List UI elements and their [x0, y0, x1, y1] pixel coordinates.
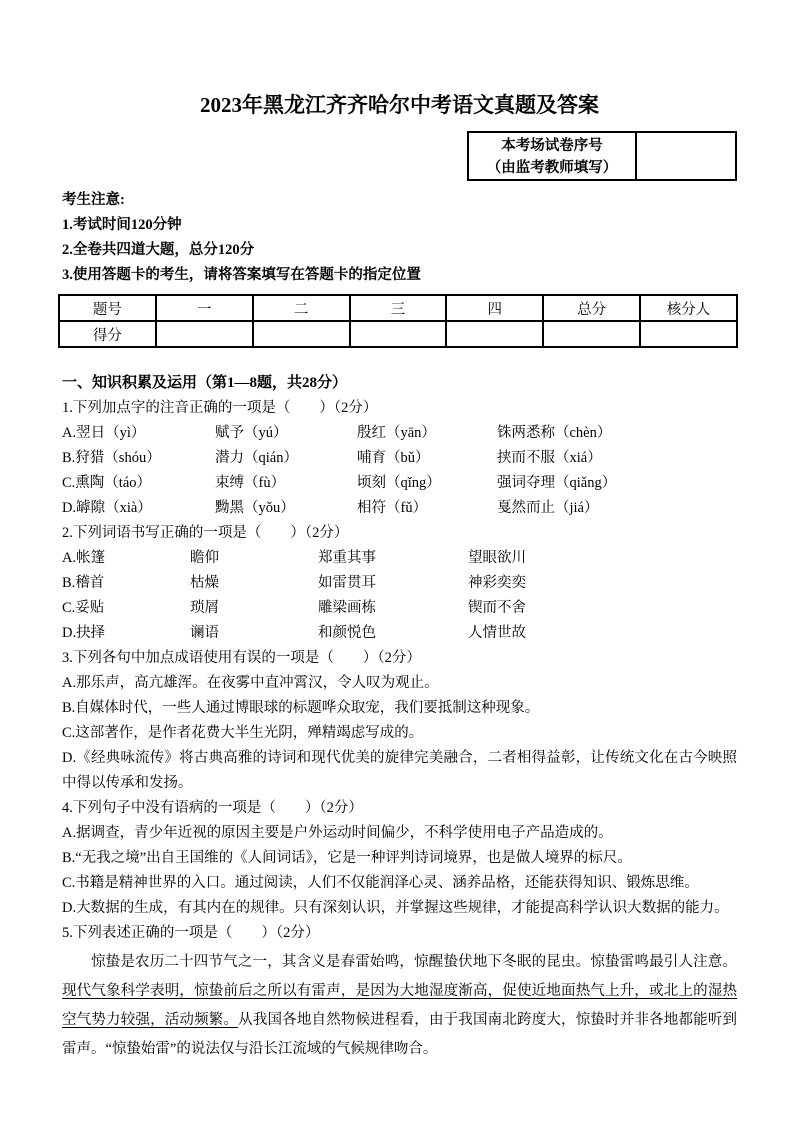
q5-stem: 5.下列表述正确的一项是（ ）（2分） — [62, 925, 320, 941]
q1-option-row-b — [62, 446, 737, 471]
q2-stem: 2.下列词语书写正确的一项是（ ）（2分） — [62, 525, 349, 541]
seal-box-label-line1: 本考场试卷序号 — [501, 138, 603, 154]
q1-option-row-a — [62, 421, 737, 446]
q2-option-cell: 谰语 — [190, 625, 219, 641]
q3-option-c: C.这部著作，是作者花费大半生光阴，殚精竭虑写成的。 — [62, 725, 424, 741]
q1-option-cell: C.熏陶（táo） — [62, 475, 152, 491]
score-cell — [543, 321, 640, 347]
score-table-header-row — [59, 295, 737, 321]
score-cell — [640, 321, 737, 347]
q2-option-cell: 如雷贯耳 — [318, 575, 376, 591]
q2-option-cell: 望眼欲川 — [468, 550, 526, 566]
q1-option-cell: 挟而不服（xiá） — [497, 450, 602, 466]
q2-option-cell: C.妥贴 — [62, 600, 105, 616]
score-table-header-cell: 总分 — [543, 295, 640, 321]
passage-segment-plain: 惊蛰是农历二十四节气之一，其含义是春雷始鸣，惊醒蛰伏地下冬眠的昆虫。惊蛰雷鸣最引人注意。 — [91, 954, 737, 970]
passage-segment-underlined: 现代气象科学表明，惊蛰前后之所以有雷声，是因为大地湿度渐高，促使近地面热气上升，或北上的湿热空气势力较强，活动频繁。 — [62, 983, 737, 1028]
q2-option-cell: B.稽首 — [62, 575, 105, 591]
q1-option-cell: 相符（fǔ） — [357, 500, 428, 516]
q1-option-row-c — [62, 471, 737, 496]
candidate-notice — [62, 188, 737, 288]
q5-passage — [62, 948, 737, 1064]
score-table-header-cell: 一 — [156, 295, 253, 321]
q2-option-cell: 和颜悦色 — [318, 625, 376, 641]
q3-option-a: A.那乐声，高亢雄浑。在夜雾中直冲霄汉，令人叹为观止。 — [62, 675, 439, 691]
seal-box-value-cell — [635, 133, 735, 179]
q1-stem: 1.下列加点字的注音正确的一项是（ ）（2分） — [62, 400, 378, 416]
q1-option-cell: 顷刻（qǐng） — [357, 475, 441, 491]
seal-box-label-line2: （由监考教师填写） — [486, 160, 618, 176]
q1-option-cell: A.翌日（yì） — [62, 425, 146, 441]
q2-option-cell: 雕梁画栋 — [318, 600, 376, 616]
score-table-header-cell: 核分人 — [640, 295, 737, 321]
q2-option-row-c — [62, 596, 737, 621]
q2-option-cell: 锲而不舍 — [468, 600, 526, 616]
q2-option-cell: D.抉择 — [62, 625, 106, 641]
q1-option-cell: 铢两悉称（chèn） — [497, 425, 612, 441]
score-cell — [446, 321, 543, 347]
q2-option-row-a — [62, 546, 737, 571]
seal-box — [467, 131, 737, 181]
q2-option-cell: 人情世故 — [468, 625, 526, 641]
q1-option-cell: 黝黑（yǒu） — [215, 500, 295, 516]
q4-option-c: C.书籍是精神世界的入口。通过阅读，人们不仅能润泽心灵、涵养品格，还能获得知识、锻炼思维。 — [62, 875, 699, 891]
seal-box-label — [469, 133, 635, 179]
score-table — [58, 294, 738, 348]
q4-option-b: B.“无我之境”出自王国维的《人间词话》，它是一种评判诗词境界，也是做人境界的标尺。 — [62, 850, 632, 866]
notice-item-3: 3.使用答题卡的考生，请将答案填写在答题卡的指定位置 — [62, 267, 421, 283]
q2-option-row-d — [62, 621, 737, 646]
score-table-header-cell: 三 — [350, 295, 447, 321]
q4-stem: 4.下列句子中没有语病的一项是（ ）（2分） — [62, 800, 363, 816]
notice-heading: 考生注意: — [62, 192, 125, 208]
score-cell — [350, 321, 447, 347]
score-table-score-row — [59, 321, 737, 347]
q3-stem: 3.下列各句中加点成语使用有误的一项是（ ）（2分） — [62, 650, 421, 666]
q1-option-cell: D.罅隙（xià） — [62, 500, 152, 516]
section-one-heading: 一、知识积累及运用（第1—8题，共28分） — [62, 375, 348, 391]
score-cell — [253, 321, 350, 347]
score-table-header-cell: 二 — [253, 295, 350, 321]
passage-segment-plain: 从我国各地自然物候进程看，由于我国南北跨度大，惊蛰时并非各地都能听到雷声。“惊蛰始雷”的说法仅与沿长江流域的气候规律吻合。 — [62, 1012, 738, 1057]
q3-option-d: D.《经典咏流传》将古典高雅的诗词和现代优美的旋律完美融合，二者相得益彰，让传统文化在古今映照中得以传承和发扬。 — [62, 750, 737, 791]
q2-option-row-b — [62, 571, 737, 596]
score-cell — [156, 321, 253, 347]
q1-option-cell: 束缚（fù） — [215, 475, 286, 491]
notice-item-2: 2.全卷共四道大题，总分120分 — [62, 242, 255, 258]
q1-option-cell: 潜力（qián） — [215, 450, 298, 466]
q1-option-cell: 殷红（yān） — [357, 425, 436, 441]
q2-option-cell: 瞻仰 — [190, 550, 219, 566]
q4-option-d: D.大数据的生成，有其内在的规律。只有深刻认识，并掌握这些规律，才能提高科学认识大数据的能力。 — [62, 900, 729, 916]
q2-option-cell: 神彩奕奕 — [468, 575, 526, 591]
q1-option-cell: 哺育（bǔ） — [357, 450, 430, 466]
q4-option-a: A.据调查，青少年近视的原因主要是户外运动时间偏少，不科学使用电子产品造成的。 — [62, 825, 613, 841]
page-title: 2023年黑龙江齐齐哈尔中考语文真题及答案 — [200, 93, 599, 117]
q3-option-b: B.自媒体时代，一些人通过博眼球的标题哗众取宠，我们要抵制这种现象。 — [62, 700, 540, 716]
score-table-header-cell: 题号 — [59, 295, 156, 321]
q2-option-cell: A.帐篷 — [62, 550, 106, 566]
q1-option-row-d — [62, 496, 737, 521]
score-table-header-cell: 四 — [446, 295, 543, 321]
q1-option-cell: 戛然而止（jiá） — [497, 500, 599, 516]
q2-option-cell: 枯燥 — [190, 575, 219, 591]
q2-option-cell: 琐屑 — [190, 600, 219, 616]
notice-item-1: 1.考试时间120分钟 — [62, 217, 182, 233]
q2-option-cell: 郑重其事 — [318, 550, 376, 566]
q1-option-cell: 强词夺理（qiǎng） — [497, 475, 617, 491]
q1-option-cell: 赋予（yú） — [215, 425, 288, 441]
q1-option-cell: B.狩猎（shóu） — [62, 450, 161, 466]
score-row-label: 得分 — [59, 321, 156, 347]
